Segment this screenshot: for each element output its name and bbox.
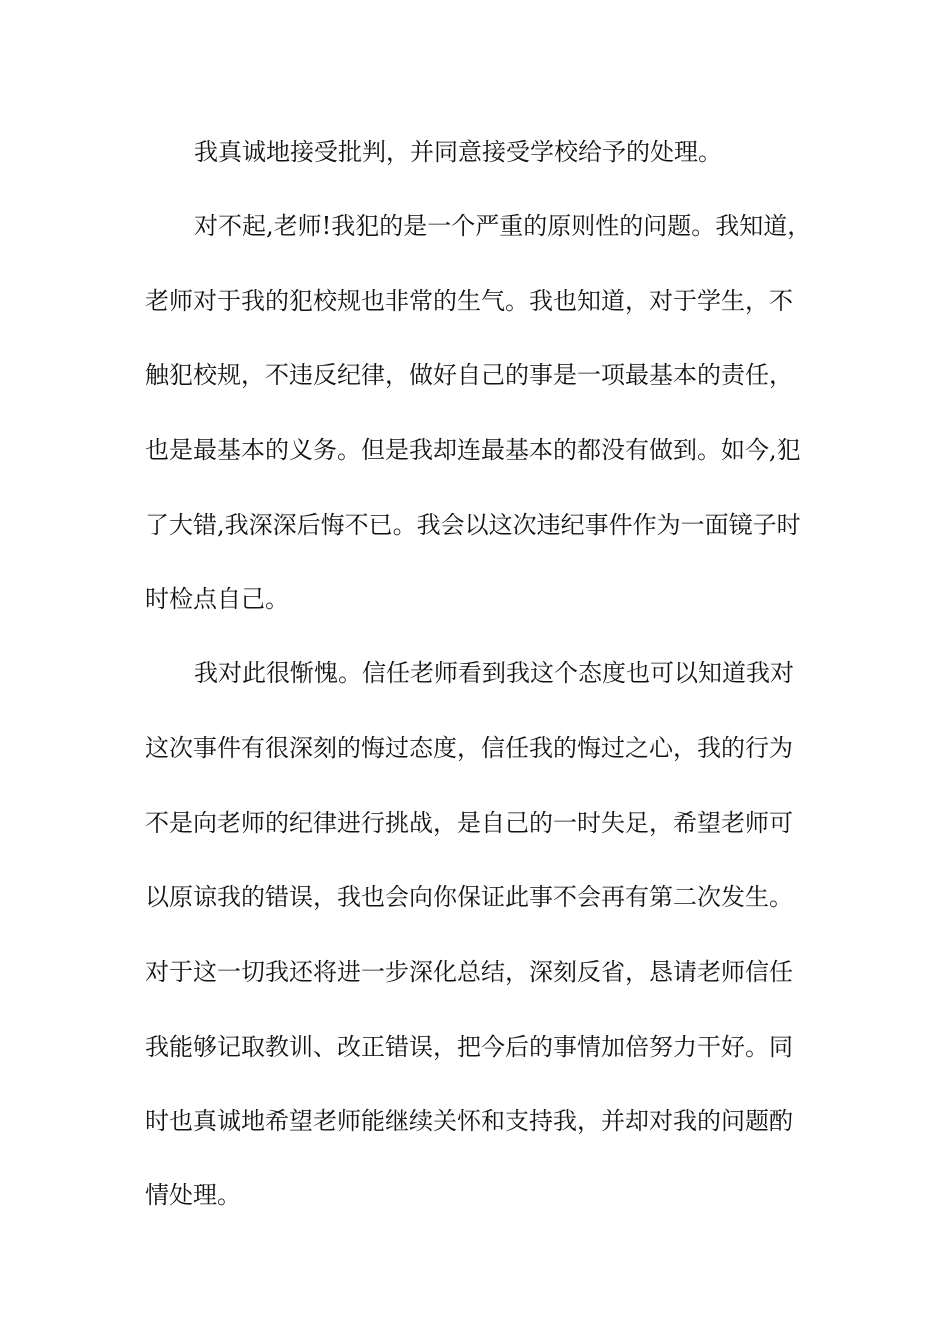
paragraph-3-line-4: 以原谅我的错误，我也会向你保证此事不会再有第二次发生。 [145,883,793,911]
paragraph-3-line-7: 时也真诚地希望老师能继续关怀和支持我，并却对我的问题酌 [145,1107,793,1135]
paragraph-2-line-1: 对不起,老师!我犯的是一个严重的原则性的问题。我知道， [194,212,812,240]
paragraph-3-line-1: 我对此很惭愧。信任老师看到我这个态度也可以知道我对 [194,659,794,687]
paragraph-2-line-4: 也是最基本的义务。但是我却连最基本的都没有做到。如今,犯 [145,436,801,464]
paragraph-2-line-5: 了大错,我深深后悔不已。我会以这次违纪事件作为一面镜子时 [145,511,801,539]
paragraph-2-line-2: 老师对于我的犯校规也非常的生气。我也知道，对于学生，不 [145,287,793,315]
paragraph-3-line-8: 情处理。 [145,1181,241,1209]
paragraph-3-line-2: 这次事件有很深刻的悔过态度，信任我的悔过之心，我的行为 [145,734,793,762]
paragraph-3-line-5: 对于这一切我还将进一步深化总结，深刻反省，恳请老师信任 [145,958,793,986]
paragraph-2-line-6: 时检点自己。 [145,585,289,613]
paragraph-1-line-1: 我真诚地接受批判，并同意接受学校给予的处理。 [194,138,722,166]
paragraph-3-line-3: 不是向老师的纪律进行挑战，是自己的一时失足，希望老师可 [145,809,793,837]
paragraph-2-line-3: 触犯校规，不违反纪律，做好自己的事是一项最基本的责任， [145,361,793,389]
paragraph-3-line-6: 我能够记取教训、改正错误，把今后的事情加倍努力干好。同 [145,1033,793,1061]
